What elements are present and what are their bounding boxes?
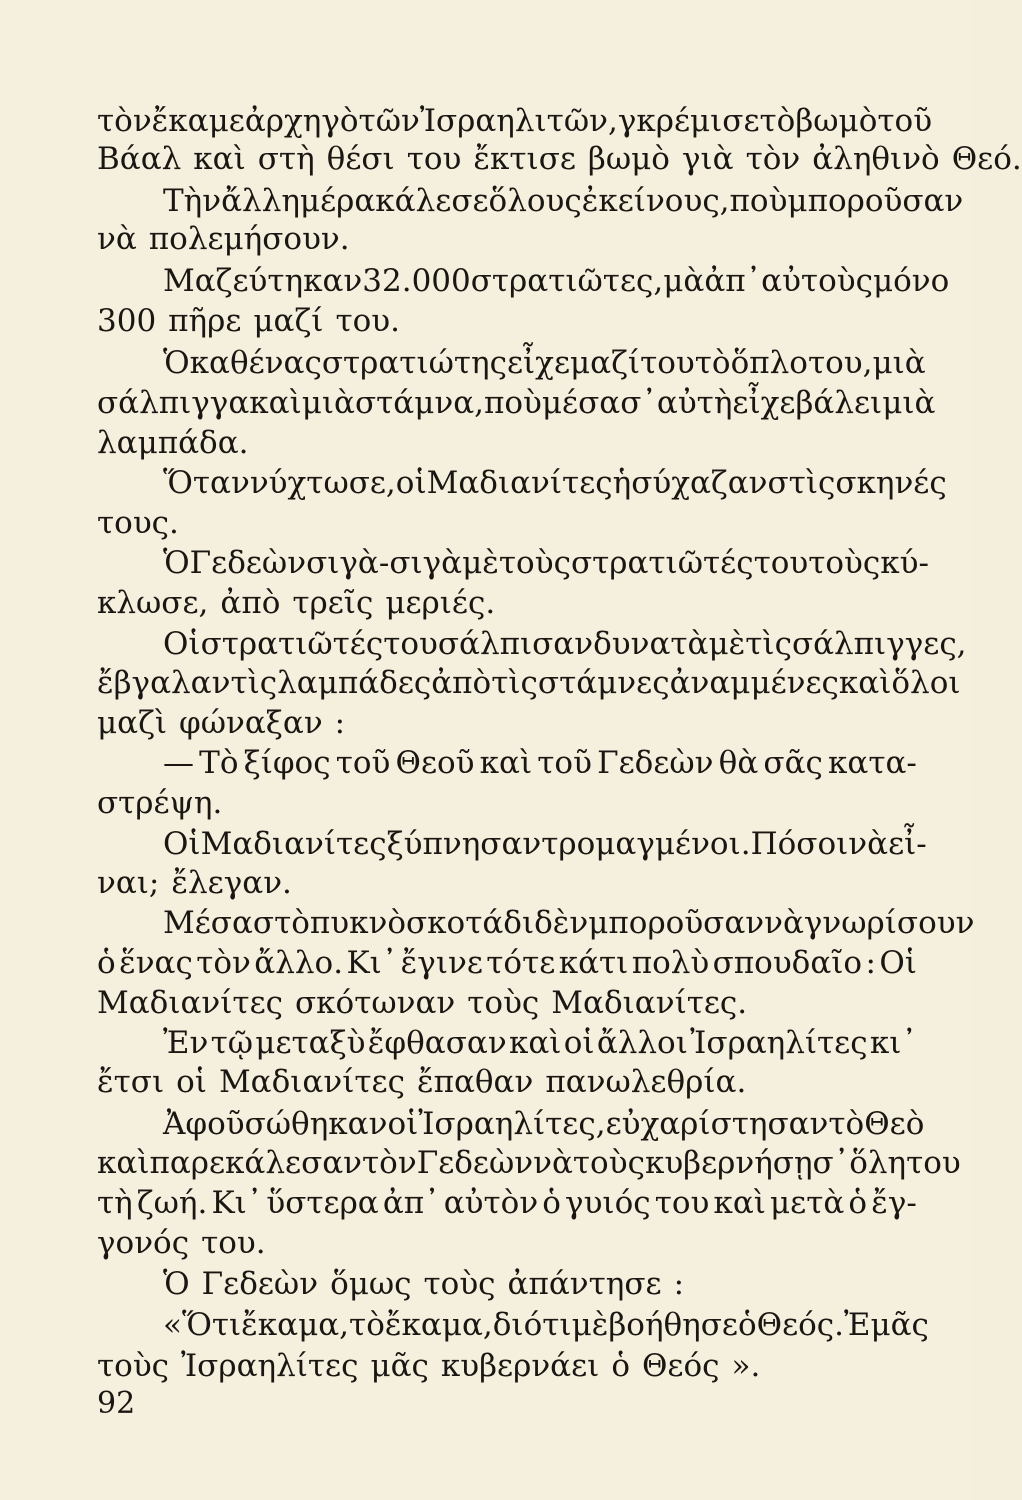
word: Μαζεύτηκαν	[163, 263, 363, 299]
word: σάλπιγγες,	[791, 626, 967, 662]
word: σπουδαῖο	[712, 945, 863, 981]
word: 300	[97, 303, 157, 339]
word: ξύπνησαν	[386, 826, 542, 862]
word: Γεδεὼν	[189, 545, 307, 581]
word: ἔπαθαν	[416, 1064, 534, 1100]
word: πυκνὸ	[309, 905, 406, 941]
word: τῷ	[210, 1025, 254, 1061]
word: Μαδιανίτες	[97, 985, 283, 1021]
word: θὰ	[718, 745, 759, 781]
word: δὲν	[534, 905, 589, 941]
word: του.	[201, 1225, 266, 1261]
word: καὶ	[193, 141, 246, 177]
word: στάμνες	[537, 665, 670, 701]
word: Θεό.	[951, 141, 1022, 177]
word: τὸν	[97, 103, 152, 139]
word: ἔλεγαν.	[171, 865, 292, 901]
word: σκηνές	[835, 465, 947, 501]
word: Μέσα	[163, 905, 253, 941]
word: γυιός	[565, 1185, 651, 1221]
word: μεταξὺ	[255, 1025, 366, 1061]
word: ἀπ᾿	[704, 263, 762, 299]
word: ποὺ	[484, 385, 542, 421]
word: οἱ	[387, 1106, 419, 1142]
word: Γεδεὼν	[201, 1266, 319, 1302]
word: Ἀφοῦ	[163, 1106, 245, 1142]
word: διότι	[492, 1307, 572, 1343]
word: ἔγινε	[400, 945, 483, 981]
word: ἡσύχαζαν	[612, 465, 768, 501]
word: τους.	[97, 505, 179, 541]
word: οἱ	[395, 465, 427, 501]
word: γνωρίσουν	[803, 905, 975, 941]
word: :	[673, 1266, 685, 1302]
word: Ἰσραηλίτες	[181, 1348, 359, 1384]
text-line	[97, 1346, 917, 1394]
word: σιγὰ	[389, 545, 463, 581]
word: ἐκείνους,	[581, 183, 730, 219]
word: Κι᾿	[346, 945, 398, 981]
word: τοῦ	[877, 103, 933, 139]
word: μέρα	[299, 183, 376, 219]
text-line	[97, 1062, 917, 1110]
word: μὲ	[462, 545, 499, 581]
word: ὅλους	[488, 183, 582, 219]
word: στρατιώτης	[321, 345, 507, 381]
word: μποροῦσαν	[588, 905, 765, 941]
word: ἀπ᾿	[382, 1185, 440, 1221]
word: στρατιῶτες,	[470, 263, 664, 299]
word: ἀληθινὸ	[812, 141, 940, 177]
word: δυνατὰ	[593, 626, 709, 662]
word: ὁ	[97, 945, 116, 981]
word: λαμπάδες	[277, 665, 432, 701]
word: στρατιῶτές	[200, 626, 384, 662]
word: Θεός.	[756, 1307, 845, 1343]
word: ὕστερα	[266, 1185, 379, 1221]
word: κυβερνήσῃ	[644, 1145, 813, 1181]
word: ὁ	[737, 1307, 757, 1343]
word: νὰ	[97, 221, 137, 257]
word: τρεῖς	[292, 585, 374, 621]
word: κλωσε,	[97, 585, 209, 621]
word: Θεοῦ	[395, 745, 475, 781]
word: βοήθησε	[608, 1307, 738, 1343]
word: πολεμήσουν.	[148, 221, 350, 257]
word: τὸ	[828, 1106, 865, 1142]
word: μεριές.	[385, 585, 496, 621]
word: ἄλλοι	[596, 1025, 688, 1061]
word: κύ-	[880, 545, 929, 581]
word: κάλεσε	[375, 183, 489, 219]
word: του	[753, 545, 809, 581]
word: Οἱ	[163, 826, 201, 862]
word: ἔκαμε	[151, 103, 245, 139]
word: θέσι	[326, 141, 395, 177]
word: καὶ	[249, 385, 302, 421]
word: «	[163, 1307, 182, 1343]
text-line	[97, 219, 917, 267]
word: ἀπὸ	[431, 665, 492, 701]
word: παρεκάλεσαν	[149, 1145, 363, 1181]
word: Κι᾿	[211, 1185, 263, 1221]
text-line	[97, 301, 917, 349]
word: μετὰ	[770, 1185, 845, 1221]
word: ἀπάντησε	[507, 1266, 662, 1302]
word: αὐτοὺς	[761, 263, 873, 299]
word: νὰ	[848, 826, 889, 862]
word: μποροῦσαν	[787, 183, 964, 219]
word: Ὁ	[163, 345, 190, 381]
word: ἀναμμένες	[669, 665, 839, 701]
text-line	[97, 139, 1022, 187]
word: Ὅταν	[163, 465, 250, 501]
word: τὸ	[759, 103, 796, 139]
word: ἔγ-	[871, 1185, 917, 1221]
word: νύχτωσε,	[249, 465, 396, 501]
word: καθένας	[189, 345, 322, 381]
word: ὅλη	[849, 1145, 907, 1181]
word: βωμὸ	[587, 141, 670, 177]
word: στὸ	[252, 905, 310, 941]
word: του	[906, 1145, 961, 1181]
word: τῶν	[358, 103, 420, 139]
word: τοῦ	[537, 745, 592, 781]
word: πολὺ	[631, 945, 710, 981]
word: ἄλλο.	[254, 945, 344, 981]
word: ὅμως	[330, 1266, 412, 1302]
word: ζωή.	[136, 1185, 208, 1221]
word: Τὴν	[163, 183, 222, 219]
word: κάτι	[558, 945, 629, 981]
word: ὁ	[542, 1185, 561, 1221]
word: Μαδιανίτες	[218, 1064, 405, 1100]
word: Τὸ	[199, 745, 239, 781]
word: γκρέμισε	[617, 103, 760, 139]
word: ἀπὸ	[220, 585, 281, 621]
word: μαζί	[570, 345, 641, 381]
word: Μαδιανίτες	[426, 465, 613, 501]
word: ἔφθασαν	[367, 1025, 507, 1061]
word: τρομαγμένοι.	[541, 826, 751, 862]
word: τὸν	[196, 945, 251, 981]
word: νὰ	[533, 1145, 573, 1181]
word: ἄλλη	[221, 183, 300, 219]
word: του	[406, 141, 462, 177]
word: στὶς	[767, 465, 836, 501]
word: σιγὰ	[306, 545, 379, 581]
word: καὶ	[97, 1145, 150, 1181]
word: ὅλοι	[891, 665, 961, 701]
word: σκότωναν	[295, 985, 456, 1021]
word: τὸ	[694, 345, 731, 381]
word: πῆρε	[168, 303, 242, 339]
word: κι᾿	[869, 1025, 917, 1061]
word: καὶ	[713, 1185, 766, 1221]
word: Βάαλ	[97, 141, 182, 177]
word: ξίφος	[243, 745, 331, 781]
word: σ᾿	[620, 385, 657, 421]
word: τοὺς	[572, 1145, 645, 1181]
word: ἀρχηγὸ	[244, 103, 359, 139]
word: μὰ	[663, 263, 705, 299]
word: ».	[731, 1348, 761, 1384]
word: τὶς	[230, 665, 278, 701]
word: μιὰ	[872, 345, 926, 381]
word: βωμὸ	[795, 103, 878, 139]
word: Ἰσραηλίτες,	[418, 1106, 606, 1142]
word: τοὺς	[423, 1266, 496, 1302]
word: πανωλεθρία.	[545, 1064, 747, 1100]
word: τὸν	[745, 141, 801, 177]
word: σάλπισαν	[437, 626, 594, 662]
word: -	[378, 545, 390, 581]
word: σκοτάδι	[406, 905, 535, 941]
word: γιὰ	[681, 141, 734, 177]
word: Θεὸ	[864, 1106, 925, 1142]
word: τὴ	[97, 1185, 133, 1221]
word: νὰ	[764, 905, 804, 941]
word: τοὺς	[498, 545, 571, 581]
word: τοὺς	[97, 1348, 170, 1384]
word: Μαδιανίτες.	[551, 985, 748, 1021]
word: τοὺς	[467, 985, 540, 1021]
word: μὲ	[708, 626, 746, 662]
word: Ἰσραηλιτῶν,	[419, 103, 618, 139]
word: ὁ	[611, 1348, 630, 1384]
word: καὶ	[838, 665, 892, 701]
word: αὐτὸν	[443, 1185, 539, 1221]
word: στρέψη.	[97, 785, 223, 821]
word: 32.000	[362, 263, 471, 299]
word: μαζὶ	[97, 705, 168, 741]
word: ναι;	[97, 865, 160, 901]
word: —	[163, 745, 194, 781]
word: στρατιῶτές	[570, 545, 754, 581]
word: Ὁ	[163, 1266, 190, 1302]
word: μαζί	[253, 303, 324, 339]
word: μόνο	[872, 263, 950, 299]
word: σᾶς	[763, 745, 823, 781]
word: τὶς	[745, 626, 792, 662]
word: Γεδεὼν	[416, 1145, 534, 1181]
word: μιὰ	[301, 385, 355, 421]
word: κατα-	[828, 745, 917, 781]
word: ποὺ	[729, 183, 788, 219]
word: λαμπάδα.	[97, 425, 249, 461]
word: ὁ	[848, 1185, 868, 1221]
word: τοῦ	[335, 745, 391, 781]
word: γονός	[97, 1225, 190, 1261]
word: Ὅτι	[181, 1307, 242, 1343]
word: σάλπιγγα	[97, 385, 250, 421]
word: μὲ	[571, 1307, 609, 1343]
word: ὅπλο	[730, 345, 808, 381]
word: αὐτὴ	[656, 385, 733, 421]
word: Οἱ	[879, 945, 917, 981]
word: ἔτσι	[97, 1064, 165, 1100]
word: κυβερνάει	[440, 1348, 600, 1384]
word: ἔκαμα,	[241, 1307, 350, 1343]
word: μᾶς	[370, 1348, 429, 1384]
word: Ἐμᾶς	[844, 1307, 929, 1343]
word: βάλει	[795, 385, 883, 421]
word: Ἰσραηλίτες	[690, 1025, 868, 1061]
word: στάμνα,	[354, 385, 485, 421]
word: εἶχε	[732, 385, 796, 421]
word: τὶς	[491, 665, 538, 701]
word: ἔκτισε	[473, 141, 576, 177]
word: εὐχαρίστησαν	[605, 1106, 829, 1142]
word: Ὁ	[163, 545, 190, 581]
word: μέσα	[541, 385, 621, 421]
word: σ᾿	[812, 1145, 850, 1181]
word: του	[383, 626, 438, 662]
word: τοὺς	[808, 545, 881, 581]
word: Γεδεὼν	[597, 745, 714, 781]
word: ἔκαμα,	[384, 1307, 493, 1343]
word: στὴ	[257, 141, 315, 177]
word: του	[654, 1185, 710, 1221]
word: τότε	[486, 945, 556, 981]
word: εἶ-	[888, 826, 927, 862]
word: οἱ	[563, 1025, 595, 1061]
word: μιὰ	[882, 385, 936, 421]
word: του	[640, 345, 695, 381]
word: Μαδιανίτες	[200, 826, 387, 862]
word: Πόσοι	[750, 826, 849, 862]
word: τὸ	[349, 1307, 385, 1343]
word: σώθηκαν	[244, 1106, 388, 1142]
word: Θεός	[642, 1348, 720, 1384]
word: οἱ	[176, 1064, 207, 1100]
word: του.	[335, 303, 400, 339]
word: Οἱ	[163, 626, 201, 662]
word: τὸν	[362, 1145, 417, 1181]
word: καὶ	[508, 1025, 562, 1061]
word: ἕνας	[119, 945, 193, 981]
word: Ἐν	[163, 1025, 209, 1061]
page-number: 92	[97, 1386, 136, 1421]
word: :	[334, 705, 346, 741]
word: του,	[807, 345, 873, 381]
word: φώναξαν	[179, 705, 323, 741]
word: :	[865, 945, 876, 981]
word: καὶ	[479, 745, 533, 781]
word: εἶχε	[506, 345, 571, 381]
word: ἔβγαλαν	[97, 665, 231, 701]
